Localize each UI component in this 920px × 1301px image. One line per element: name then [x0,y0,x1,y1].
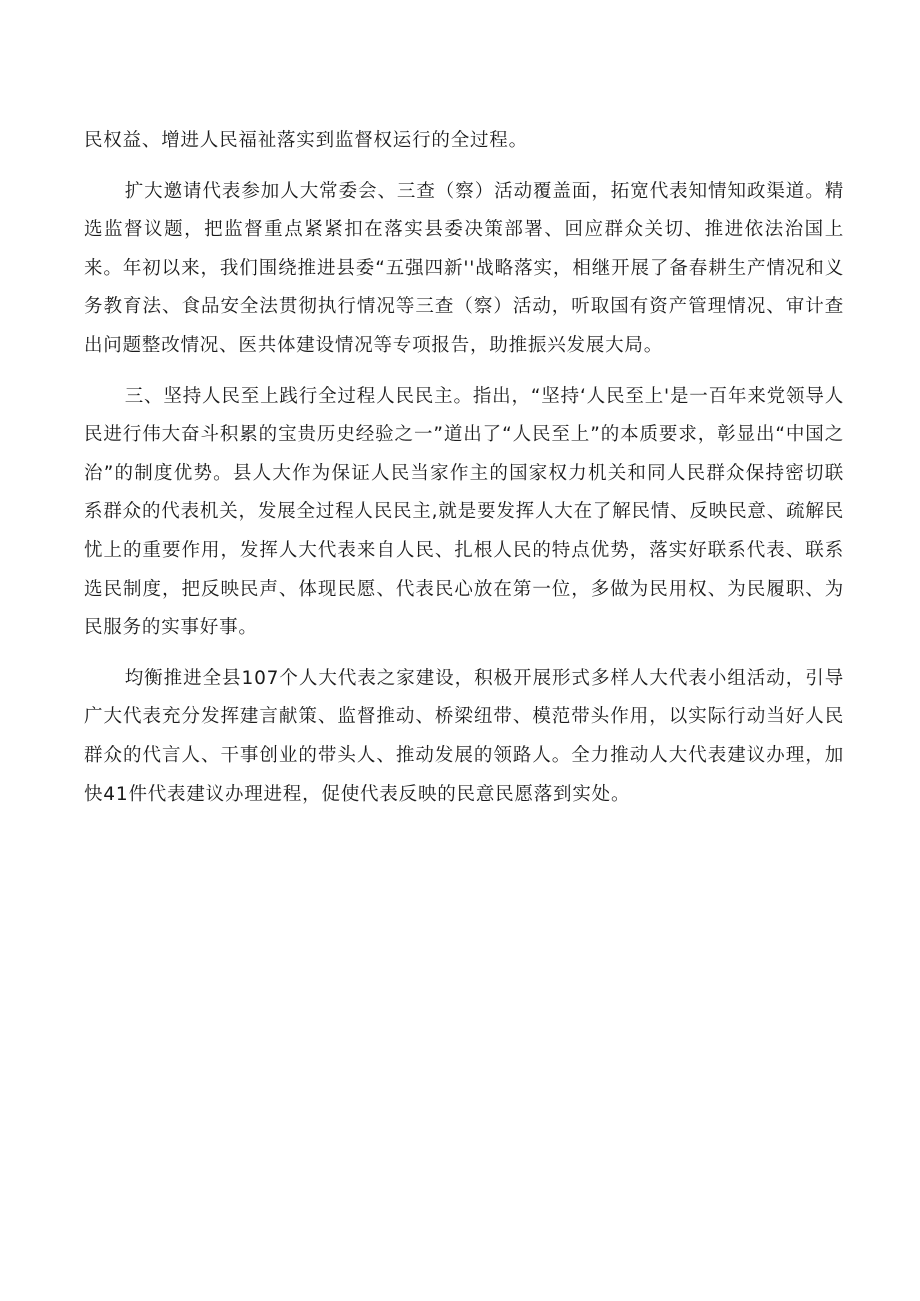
paragraph-supervision: 扩大邀请代表参加人大常委会、三查（察）活动覆盖面，拓宽代表知情知政渠道。精选监督议题，把监督重点紧紧扣在落实县委决策部署、回应群众关切、推进依法治国上来。年初以来，我们围绕推进县委“五强四新''战略落实，相继开展了备春耕生产情况和义务教育法、食品安全法贯彻执行情况等三查（察）活动，听取国有资产管理情况、审计查出问题整改情况、医共体建设情况等专项报告，助推振兴发展大局。 [84,180,844,356]
paragraph-continuation: 民权益、增进人民福祉落实到监督权运行的全过程。 [84,130,528,151]
document-body [84,122,844,814]
paragraph-people-first: 三、坚持人民至上践行全过程人民民主。指出，“坚持‘人民至上'是一百年来党领导人民进行伟大奋斗积累的宝贵历史经验之一”道出了“人民至上”的本质要求，彰显出“中国之治”的制度优势。县人大作为保证人民当家作主的国家权力机关和同人民群众保持密切联系群众的代表机关，发展全过程人民民主,就是要发挥人大在了解民情、反映民意、疏解民忧上的重要作用，发挥人大代表来自人民、扎根人民的特点优势，落实好联系代表、联系选民制度，把反映民声、体现民愿、代表民心放在第一位，多做为民用权、为民履职、为民服务的实事好事。 [84,385,844,639]
paragraph-deputies-home: 均衡推进全县107个人大代表之家建设，积极开展形式多样人大代表小组活动，引导广大代表充分发挥建言献策、监督推动、桥梁纽带、模范带头作用，以实际行动当好人民群众的代言人、干事创业的带头人、推动发展的领路人。全力推动人大代表建议办理，加快41件代表建议办理进程，促使代表反映的民意民愿落到实处。 [84,667,844,805]
